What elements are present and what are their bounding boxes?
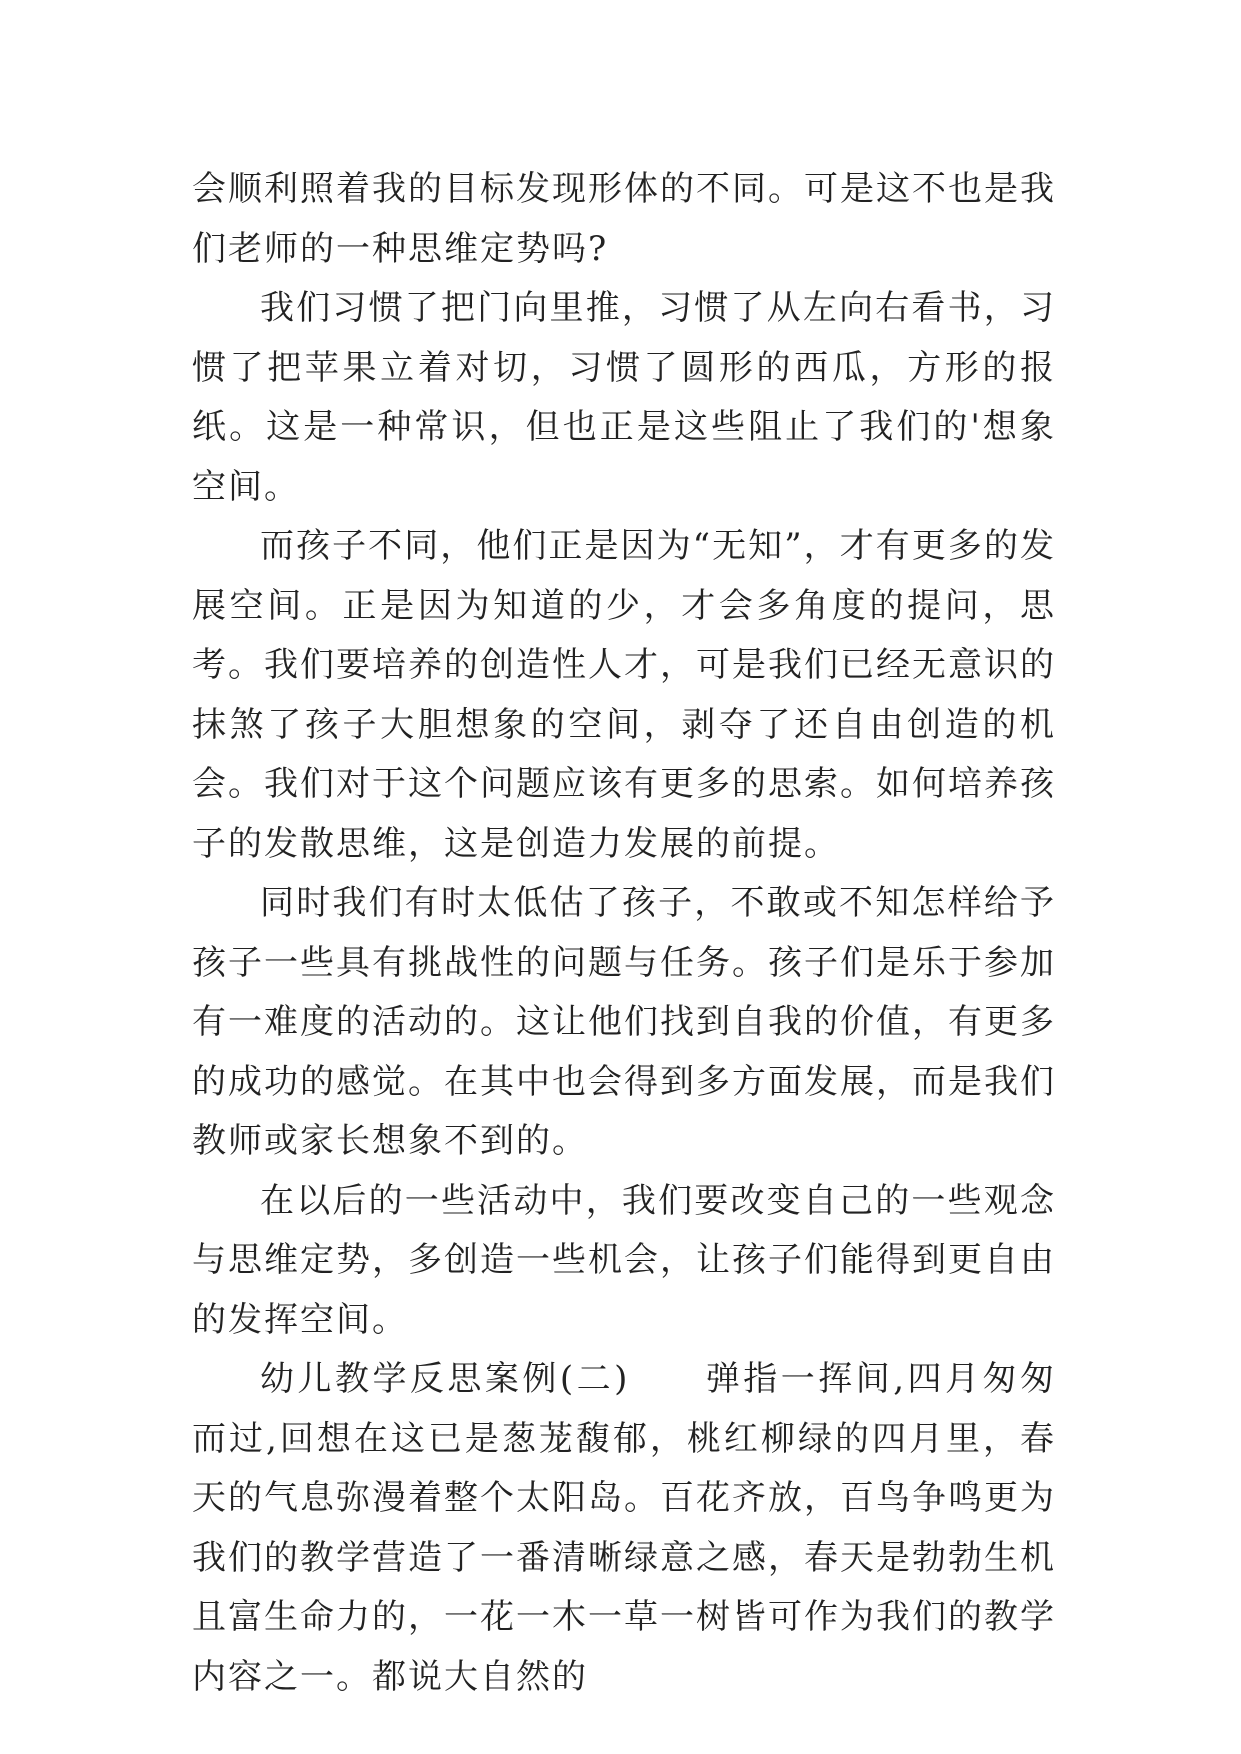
paragraph: 而孩子不同，他们正是因为“无知”，才有更多的发展空间。正是因为知道的少，才会多角度的提问，思考。我们要培养的创造性人才，可是我们已经无意识的抹煞了孩子大胆想象的空间，剥夺了还自由创造的机会。我们对于这个问题应该有更多的思索。如何培养孩子的发散思维，这是创造力发展的前提。 xyxy=(192,526,1056,864)
paragraph: 在以后的一些活动中，我们要改变自己的一些观念与思维定势，多创造一些机会，让孩子们能得到更自由的发挥空间。 xyxy=(192,1180,1056,1340)
paragraph-continued: 会顺利照着我的目标发现形体的不同。可是这不也是我们老师的一种思维定势吗? xyxy=(192,169,1056,269)
body-text xyxy=(192,160,1056,1707)
paragraph-section-start: 幼儿教学反思案例(二) 弹指一挥间,四月匆匆而过,回想在这已是葱茏馥郁，桃红柳绿的四月里，春天的气息弥漫着整个太阳岛。百花齐放，百鸟争鸣更为我们的教学营造了一番清晰绿意之感，春天是勃勃生机且富生命力的，一花一木一草一树皆可作为我们的教学内容之一。都说大自然的 xyxy=(192,1359,1056,1697)
paragraph: 同时我们有时太低估了孩子，不敢或不知怎样给予孩子一些具有挑战性的问题与任务。孩子们是乐于参加有一难度的活动的。这让他们找到自我的价值，有更多的成功的感觉。在其中也会得到多方面发展，而是我们教师或家长想象不到的。 xyxy=(192,883,1056,1161)
paragraph: 我们习惯了把门向里推，习惯了从左向右看书，习惯了把苹果立着对切，习惯了圆形的西瓜，方形的报纸。这是一种常识，但也正是这些阻止了我们的'想象空间。 xyxy=(192,288,1056,507)
